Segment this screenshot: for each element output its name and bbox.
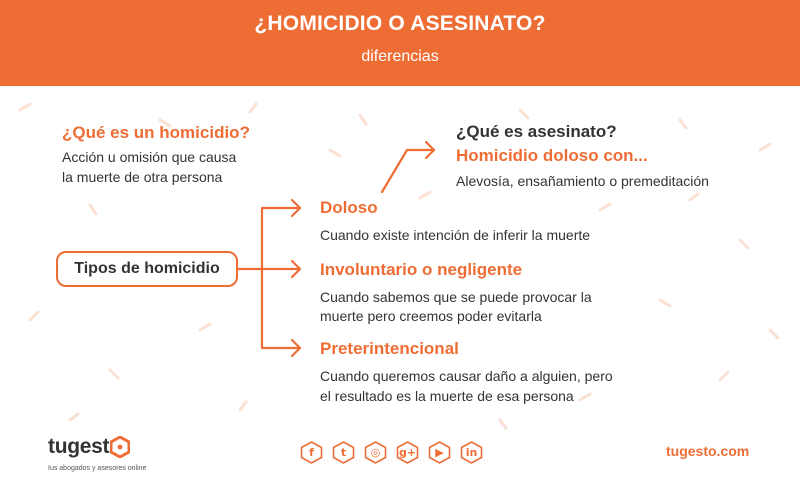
instagram-icon[interactable]: ◎ xyxy=(364,441,387,464)
type-involuntario-description-line1: Cuando sabemos que se puede provocar la xyxy=(320,289,592,305)
google-plus-icon[interactable]: g+ xyxy=(396,441,419,464)
logo-text: tugest xyxy=(48,435,110,458)
page-subtitle: diferencias xyxy=(361,48,439,65)
type-preterintencional-description-line2: el resultado es la muerte de esa persona xyxy=(320,388,574,404)
social-icons xyxy=(300,441,483,464)
type-preterintencional-title: Preterintencional xyxy=(320,339,459,358)
tugesto-logo[interactable] xyxy=(48,435,130,459)
asesinato-question: ¿Qué es asesinato? xyxy=(456,122,617,141)
asesinato-description: Alevosía, ensañamiento o premeditación xyxy=(456,173,709,189)
logo-tagline: Ius abogados y asesores online xyxy=(48,465,147,472)
type-involuntario-title: Involuntario o negligente xyxy=(320,260,523,279)
page-title: ¿HOMICIDIO O ASESINATO? xyxy=(254,12,546,35)
type-involuntario-description-line2: muerte pero creemos poder evitarla xyxy=(320,308,542,324)
hexagon-o-icon xyxy=(110,436,130,458)
asesinato-subheading: Homicidio doloso con... xyxy=(456,146,648,165)
homicidio-description-line2: la muerte de otra persona xyxy=(62,169,223,185)
type-doloso-title: Doloso xyxy=(320,198,378,217)
youtube-icon[interactable]: ▶ xyxy=(428,441,451,464)
website-link[interactable]: tugesto.com xyxy=(666,443,750,459)
twitter-icon[interactable]: t xyxy=(332,441,355,464)
type-preterintencional-description-line1: Cuando queremos causar daño a alguien, pero xyxy=(320,368,613,384)
homicidio-description-line1: Acción u omisión que causa xyxy=(62,149,237,165)
tipos-homicidio-box: Tipos de homicidio xyxy=(56,251,238,287)
type-doloso-description: Cuando existe intención de inferir la muerte xyxy=(320,227,591,243)
facebook-icon[interactable]: f xyxy=(300,441,323,464)
linkedin-icon[interactable]: in xyxy=(460,441,483,464)
homicidio-question: ¿Qué es un homicidio? xyxy=(62,123,250,142)
